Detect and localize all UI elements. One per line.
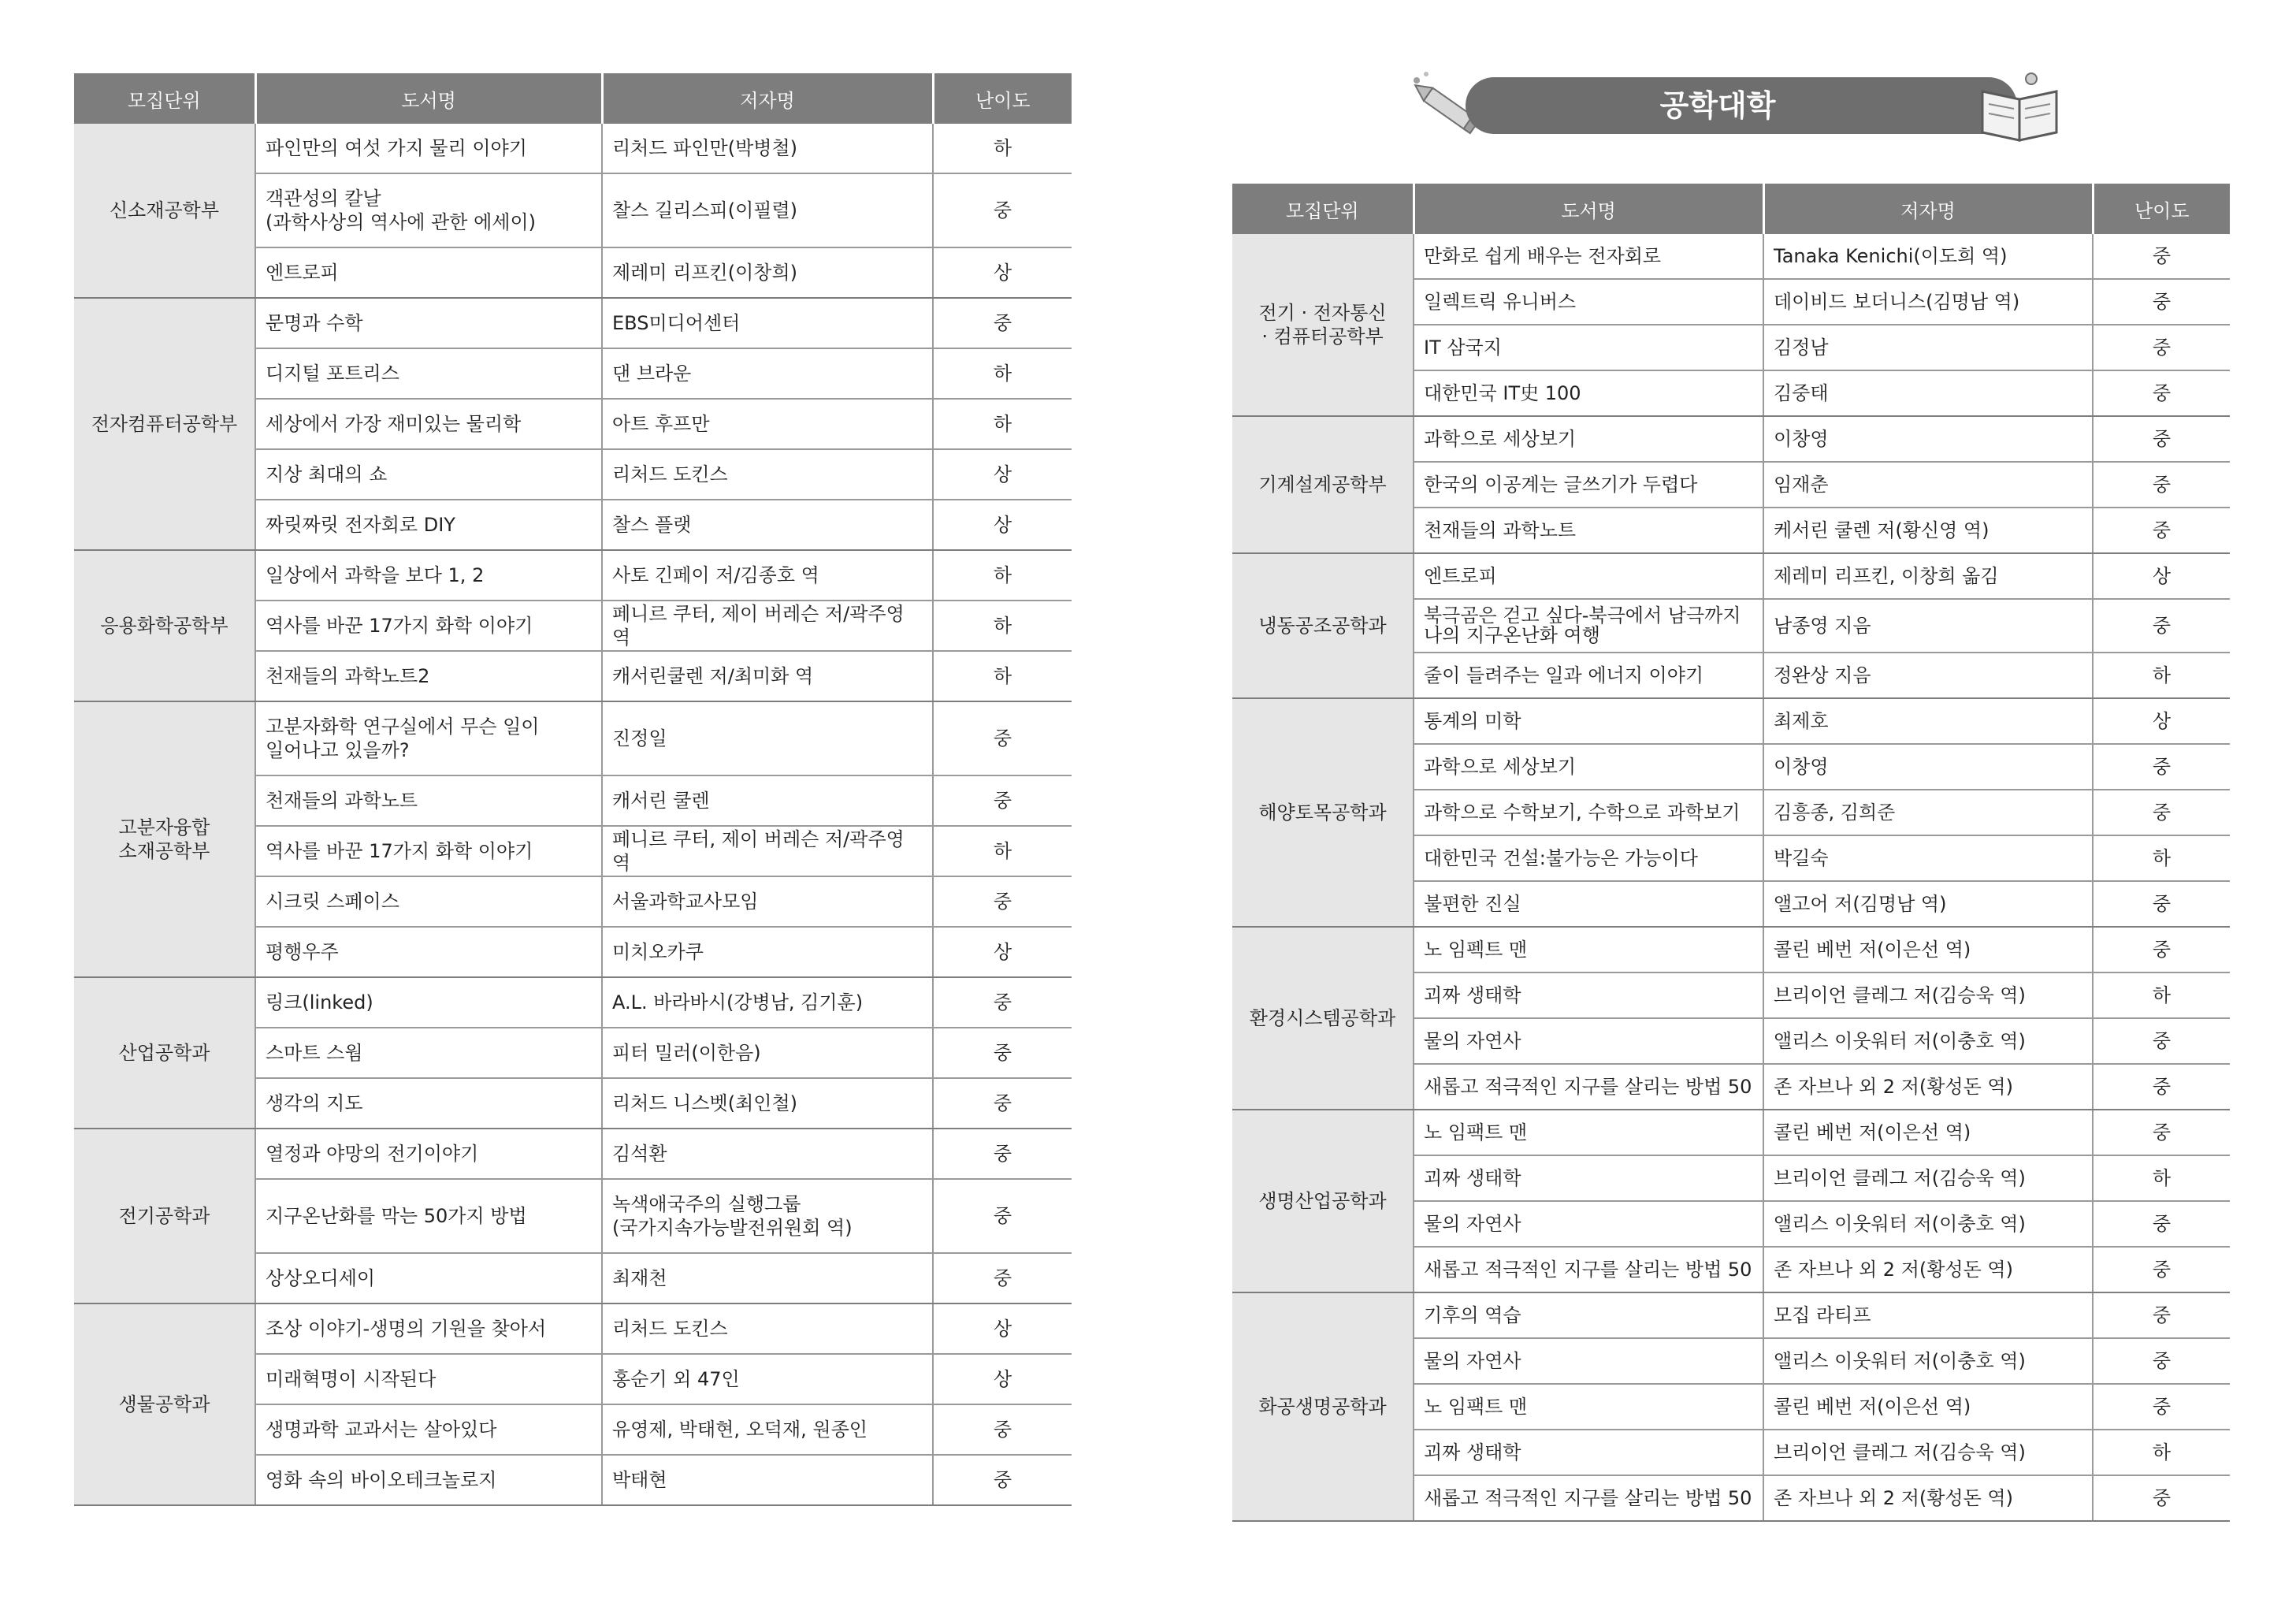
- book-cell: 괴짜 생태학: [1414, 972, 1763, 1018]
- level-cell: 중: [2093, 462, 2230, 508]
- book-cell: 평행우주: [255, 927, 602, 977]
- author-cell: 페니르 쿠터, 제이 버레슨 저/곽주영 역: [602, 826, 933, 876]
- author-cell: 남종영 지음: [1763, 599, 2093, 653]
- open-book-icon: [1976, 68, 2063, 143]
- level-cell: 중: [2093, 1338, 2230, 1384]
- author-cell: 아트 후프만: [602, 399, 933, 449]
- author-cell: 제레미 리프킨(이창희): [602, 247, 933, 298]
- author-cell: Tanaka Kenichi(이도희 역): [1763, 234, 2093, 279]
- level-cell: 중: [2093, 927, 2230, 972]
- level-cell: 중: [2093, 1064, 2230, 1110]
- book-cell: 역사를 바꾼 17가지 화학 이야기: [255, 826, 602, 876]
- author-cell: 앨고어 저(김명남 역): [1763, 881, 2093, 927]
- unit-cell: 전자컴퓨터공학부: [74, 298, 255, 550]
- book-cell: 대한민국 IT史 100: [1414, 370, 1763, 416]
- unit-cell: 전기공학과: [74, 1129, 255, 1303]
- book-cell: 과학으로 수학보기, 수학으로 과학보기: [1414, 790, 1763, 835]
- header-book: 도서명: [255, 73, 602, 124]
- author-cell: 리처드 도킨스: [602, 449, 933, 500]
- book-cell: 영화 속의 바이오테크놀로지: [255, 1455, 602, 1505]
- level-cell: 중: [2093, 279, 2230, 325]
- reading-list-table-right: [1232, 184, 2230, 1522]
- book-cell: 디지털 포트리스: [255, 348, 602, 399]
- header-book: 도서명: [1414, 184, 1763, 234]
- book-cell: IT 삼국지: [1414, 325, 1763, 370]
- author-cell: 박길숙: [1763, 835, 2093, 881]
- book-cell: 파인만의 여섯 가지 물리 이야기: [255, 124, 602, 173]
- author-cell: 앨리스 이웃워터 저(이충호 역): [1763, 1338, 2093, 1384]
- level-cell: 중: [933, 1179, 1072, 1253]
- book-cell: 통계의 미학: [1414, 698, 1763, 744]
- table-row: [74, 124, 1072, 173]
- author-cell: 캐서린쿨렌 저/최미화 역: [602, 651, 933, 701]
- header-unit: 모집단위: [74, 73, 255, 124]
- level-cell: 중: [2093, 744, 2230, 790]
- book-cell: 대한민국 건설:불가능은 가능이다: [1414, 835, 1763, 881]
- book-cell: 불편한 진실: [1414, 881, 1763, 927]
- book-cell: 스마트 스웜: [255, 1028, 602, 1078]
- level-cell: 하: [2093, 1430, 2230, 1475]
- level-cell: 중: [933, 977, 1072, 1028]
- level-cell: 상: [933, 927, 1072, 977]
- author-cell: 데이비드 보더니스(김명남 역): [1763, 279, 2093, 325]
- author-cell: 리처드 니스벳(최인철): [602, 1078, 933, 1129]
- level-cell: 중: [933, 701, 1072, 775]
- level-cell: 중: [2093, 1247, 2230, 1292]
- author-cell: 김흥종, 김희준: [1763, 790, 2093, 835]
- author-cell: 정완상 지음: [1763, 653, 2093, 698]
- book-cell: 지구온난화를 막는 50가지 방법: [255, 1179, 602, 1253]
- author-cell: 앨리스 이웃워터 저(이충호 역): [1763, 1018, 2093, 1064]
- level-cell: 중: [2093, 1384, 2230, 1430]
- book-cell: 엔트로피: [255, 247, 602, 298]
- author-cell: 사토 긴페이 저/김종호 역: [602, 550, 933, 601]
- level-cell: 상: [933, 500, 1072, 550]
- level-cell: 상: [933, 247, 1072, 298]
- author-cell: 이창영: [1763, 416, 2093, 462]
- author-cell: 김중태: [1763, 370, 2093, 416]
- table-row: [74, 550, 1072, 601]
- author-cell: 모집 라티프: [1763, 1292, 2093, 1338]
- level-cell: 하: [2093, 835, 2230, 881]
- table-row: [74, 977, 1072, 1028]
- book-cell: 지상 최대의 쇼: [255, 449, 602, 500]
- book-cell: 고분자화학 연구실에서 무슨 일이 일어나고 있을까?: [255, 701, 602, 775]
- level-cell: 상: [933, 1354, 1072, 1404]
- unit-cell: 냉동공조공학과: [1232, 553, 1414, 698]
- table-header-row: [74, 73, 1072, 124]
- header-level: 난이도: [933, 73, 1072, 124]
- book-cell: 노 임팩트 맨: [1414, 1110, 1763, 1155]
- level-cell: 하: [933, 399, 1072, 449]
- unit-cell: 생물공학과: [74, 1303, 255, 1505]
- level-cell: 하: [2093, 653, 2230, 698]
- author-cell: 홍순기 외 47인: [602, 1354, 933, 1404]
- unit-cell: 전기 · 전자통신 · 컴퓨터공학부: [1232, 234, 1414, 416]
- table-row: [1232, 927, 2230, 972]
- author-cell: 존 자브나 외 2 저(황성돈 역): [1763, 1475, 2093, 1521]
- book-cell: 일렉트릭 유니버스: [1414, 279, 1763, 325]
- level-cell: 중: [2093, 370, 2230, 416]
- level-cell: 중: [933, 1253, 1072, 1303]
- level-cell: 하: [2093, 972, 2230, 1018]
- table-header-row: [1232, 184, 2230, 234]
- author-cell: 찰스 길리스피(이필렬): [602, 173, 933, 247]
- author-cell: 박태현: [602, 1455, 933, 1505]
- level-cell: 하: [2093, 1155, 2230, 1201]
- level-cell: 중: [933, 1028, 1072, 1078]
- level-cell: 하: [933, 601, 1072, 651]
- book-cell: 미래혁명이 시작된다: [255, 1354, 602, 1404]
- unit-cell: 기계설계공학부: [1232, 416, 1414, 553]
- author-cell: 콜린 베번 저(이은선 역): [1763, 1384, 2093, 1430]
- level-cell: 중: [933, 775, 1072, 826]
- table-body-left: [74, 124, 1072, 1505]
- table-row: [1232, 698, 2230, 744]
- book-cell: 열정과 야망의 전기이야기: [255, 1129, 602, 1179]
- author-cell: A.L. 바라바시(강병남, 김기훈): [602, 977, 933, 1028]
- book-cell: 물의 자연사: [1414, 1018, 1763, 1064]
- book-cell: 노 임팩트 맨: [1414, 1384, 1763, 1430]
- table-row: [1232, 553, 2230, 599]
- book-cell: 기후의 역습: [1414, 1292, 1763, 1338]
- author-cell: 브리이언 클레그 저(김승욱 역): [1763, 1155, 2093, 1201]
- level-cell: 하: [933, 826, 1072, 876]
- header-author: 저자명: [1763, 184, 2093, 234]
- book-cell: 조상 이야기-생명의 기원을 찾아서: [255, 1303, 602, 1354]
- book-cell: 일상에서 과학을 보다 1, 2: [255, 550, 602, 601]
- level-cell: 하: [933, 550, 1072, 601]
- unit-cell: 해양토목공학과: [1232, 698, 1414, 927]
- level-cell: 중: [2093, 1292, 2230, 1338]
- table-row: [1232, 416, 2230, 462]
- book-cell: 만화로 쉽게 배우는 전자회로: [1414, 234, 1763, 279]
- unit-cell: 생명산업공학과: [1232, 1110, 1414, 1292]
- author-cell: 콜린 베번 저(이은선 역): [1763, 927, 2093, 972]
- unit-cell: 고분자융합 소재공학부: [74, 701, 255, 977]
- author-cell: 브리이언 클레그 저(김승욱 역): [1763, 972, 2093, 1018]
- author-cell: 브리이언 클레그 저(김승욱 역): [1763, 1430, 2093, 1475]
- table-row: [74, 1303, 1072, 1354]
- section-banner: [1401, 68, 2063, 143]
- table-row: [74, 701, 1072, 775]
- author-cell: 녹색애국주의 실행그룹 (국가지속가능발전위원회 역): [602, 1179, 933, 1253]
- book-cell: 짜릿짜릿 전자회로 DIY: [255, 500, 602, 550]
- book-cell: 새롭고 적극적인 지구를 살리는 방법 50: [1414, 1064, 1763, 1110]
- book-cell: 과학으로 세상보기: [1414, 416, 1763, 462]
- table-row: [74, 298, 1072, 348]
- level-cell: 중: [2093, 416, 2230, 462]
- author-cell: 김석환: [602, 1129, 933, 1179]
- level-cell: 중: [933, 876, 1072, 927]
- level-cell: 하: [933, 124, 1072, 173]
- table-row: [1232, 1292, 2230, 1338]
- author-cell: 존 자브나 외 2 저(황성돈 역): [1763, 1247, 2093, 1292]
- unit-cell: 신소재공학부: [74, 124, 255, 298]
- level-cell: 중: [2093, 599, 2230, 653]
- book-cell: 천재들의 과학노트: [1414, 508, 1763, 553]
- book-cell: 줄이 들려주는 일과 에너지 이야기: [1414, 653, 1763, 698]
- author-cell: 임재춘: [1763, 462, 2093, 508]
- level-cell: 중: [933, 298, 1072, 348]
- book-cell: 링크(linked): [255, 977, 602, 1028]
- book-cell: 엔트로피: [1414, 553, 1763, 599]
- header-unit: 모집단위: [1232, 184, 1414, 234]
- level-cell: 중: [2093, 881, 2230, 927]
- table-row: [1232, 1110, 2230, 1155]
- book-cell: 객관성의 칼날 (과학사상의 역사에 관한 에세이): [255, 173, 602, 247]
- author-cell: 앨리스 이웃워터 저(이충호 역): [1763, 1201, 2093, 1247]
- unit-cell: 산업공학과: [74, 977, 255, 1129]
- book-cell: 시크릿 스페이스: [255, 876, 602, 927]
- book-cell: 생각의 지도: [255, 1078, 602, 1129]
- book-cell: 새롭고 적극적인 지구를 살리는 방법 50: [1414, 1475, 1763, 1521]
- level-cell: 중: [933, 1078, 1072, 1129]
- level-cell: 중: [2093, 1110, 2230, 1155]
- level-cell: 중: [933, 1129, 1072, 1179]
- author-cell: 최재천: [602, 1253, 933, 1303]
- author-cell: 피터 밀러(이한음): [602, 1028, 933, 1078]
- author-cell: 댄 브라운: [602, 348, 933, 399]
- section-title: 공학대학: [1659, 88, 1776, 123]
- level-cell: 상: [933, 1303, 1072, 1354]
- author-cell: 페니르 쿠터, 제이 버레슨 저/곽주영 역: [602, 601, 933, 651]
- level-cell: 중: [2093, 508, 2230, 553]
- book-cell: 과학으로 세상보기: [1414, 744, 1763, 790]
- author-cell: 리처드 파인만(박병철): [602, 124, 933, 173]
- author-cell: 캐서린 쿨렌: [602, 775, 933, 826]
- table-row: [74, 1129, 1072, 1179]
- level-cell: 중: [2093, 1475, 2230, 1521]
- reading-list-table-left: [74, 73, 1072, 1506]
- book-cell: 천재들의 과학노트2: [255, 651, 602, 701]
- book-cell: 천재들의 과학노트: [255, 775, 602, 826]
- level-cell: 중: [2093, 1018, 2230, 1064]
- book-cell: 물의 자연사: [1414, 1338, 1763, 1384]
- level-cell: 하: [933, 348, 1072, 399]
- level-cell: 상: [2093, 553, 2230, 599]
- book-cell: 괴짜 생태학: [1414, 1155, 1763, 1201]
- author-cell: 유영제, 박태현, 오덕재, 원종인: [602, 1404, 933, 1455]
- level-cell: 중: [933, 1455, 1072, 1505]
- author-cell: 최제호: [1763, 698, 2093, 744]
- book-cell: 문명과 수학: [255, 298, 602, 348]
- header-author: 저자명: [602, 73, 933, 124]
- author-cell: 존 자브나 외 2 저(황성돈 역): [1763, 1064, 2093, 1110]
- author-cell: 제레미 리프킨, 이창희 옮김: [1763, 553, 2093, 599]
- book-cell: 한국의 이공계는 글쓰기가 두렵다: [1414, 462, 1763, 508]
- author-cell: 김정남: [1763, 325, 2093, 370]
- level-cell: 중: [933, 173, 1072, 247]
- unit-cell: 화공생명공학과: [1232, 1292, 1414, 1521]
- book-cell: 노 임펙트 맨: [1414, 927, 1763, 972]
- book-cell: 세상에서 가장 재미있는 물리학: [255, 399, 602, 449]
- level-cell: 중: [2093, 1201, 2230, 1247]
- level-cell: 중: [2093, 325, 2230, 370]
- level-cell: 중: [2093, 234, 2230, 279]
- table-body-right: [1232, 234, 2230, 1521]
- table-row: [1232, 234, 2230, 279]
- book-cell: 북극곰은 걷고 싶다-북극에서 남극까지 나의 지구온난화 여행: [1414, 599, 1763, 653]
- level-cell: 상: [933, 449, 1072, 500]
- author-cell: 진정일: [602, 701, 933, 775]
- level-cell: 하: [933, 651, 1072, 701]
- unit-cell: 환경시스템공학과: [1232, 927, 1414, 1110]
- author-cell: 찰스 플랫: [602, 500, 933, 550]
- author-cell: 서울과학교사모임: [602, 876, 933, 927]
- header-level: 난이도: [2093, 184, 2230, 234]
- book-cell: 역사를 바꾼 17가지 화학 이야기: [255, 601, 602, 651]
- author-cell: 케서린 쿨렌 저(황신영 역): [1763, 508, 2093, 553]
- author-cell: 미치오카쿠: [602, 927, 933, 977]
- author-cell: EBS미디어센터: [602, 298, 933, 348]
- unit-cell: 응용화학공학부: [74, 550, 255, 701]
- level-cell: 상: [2093, 698, 2230, 744]
- book-cell: 생명과학 교과서는 살아있다: [255, 1404, 602, 1455]
- book-cell: 물의 자연사: [1414, 1201, 1763, 1247]
- book-cell: 상상오디세이: [255, 1253, 602, 1303]
- author-cell: 이창영: [1763, 744, 2093, 790]
- book-cell: 새롭고 적극적인 지구를 살리는 방법 50: [1414, 1247, 1763, 1292]
- level-cell: 중: [2093, 790, 2230, 835]
- author-cell: 리처드 도킨스: [602, 1303, 933, 1354]
- book-cell: 괴짜 생태학: [1414, 1430, 1763, 1475]
- author-cell: 콜린 베번 저(이은선 역): [1763, 1110, 2093, 1155]
- level-cell: 중: [933, 1404, 1072, 1455]
